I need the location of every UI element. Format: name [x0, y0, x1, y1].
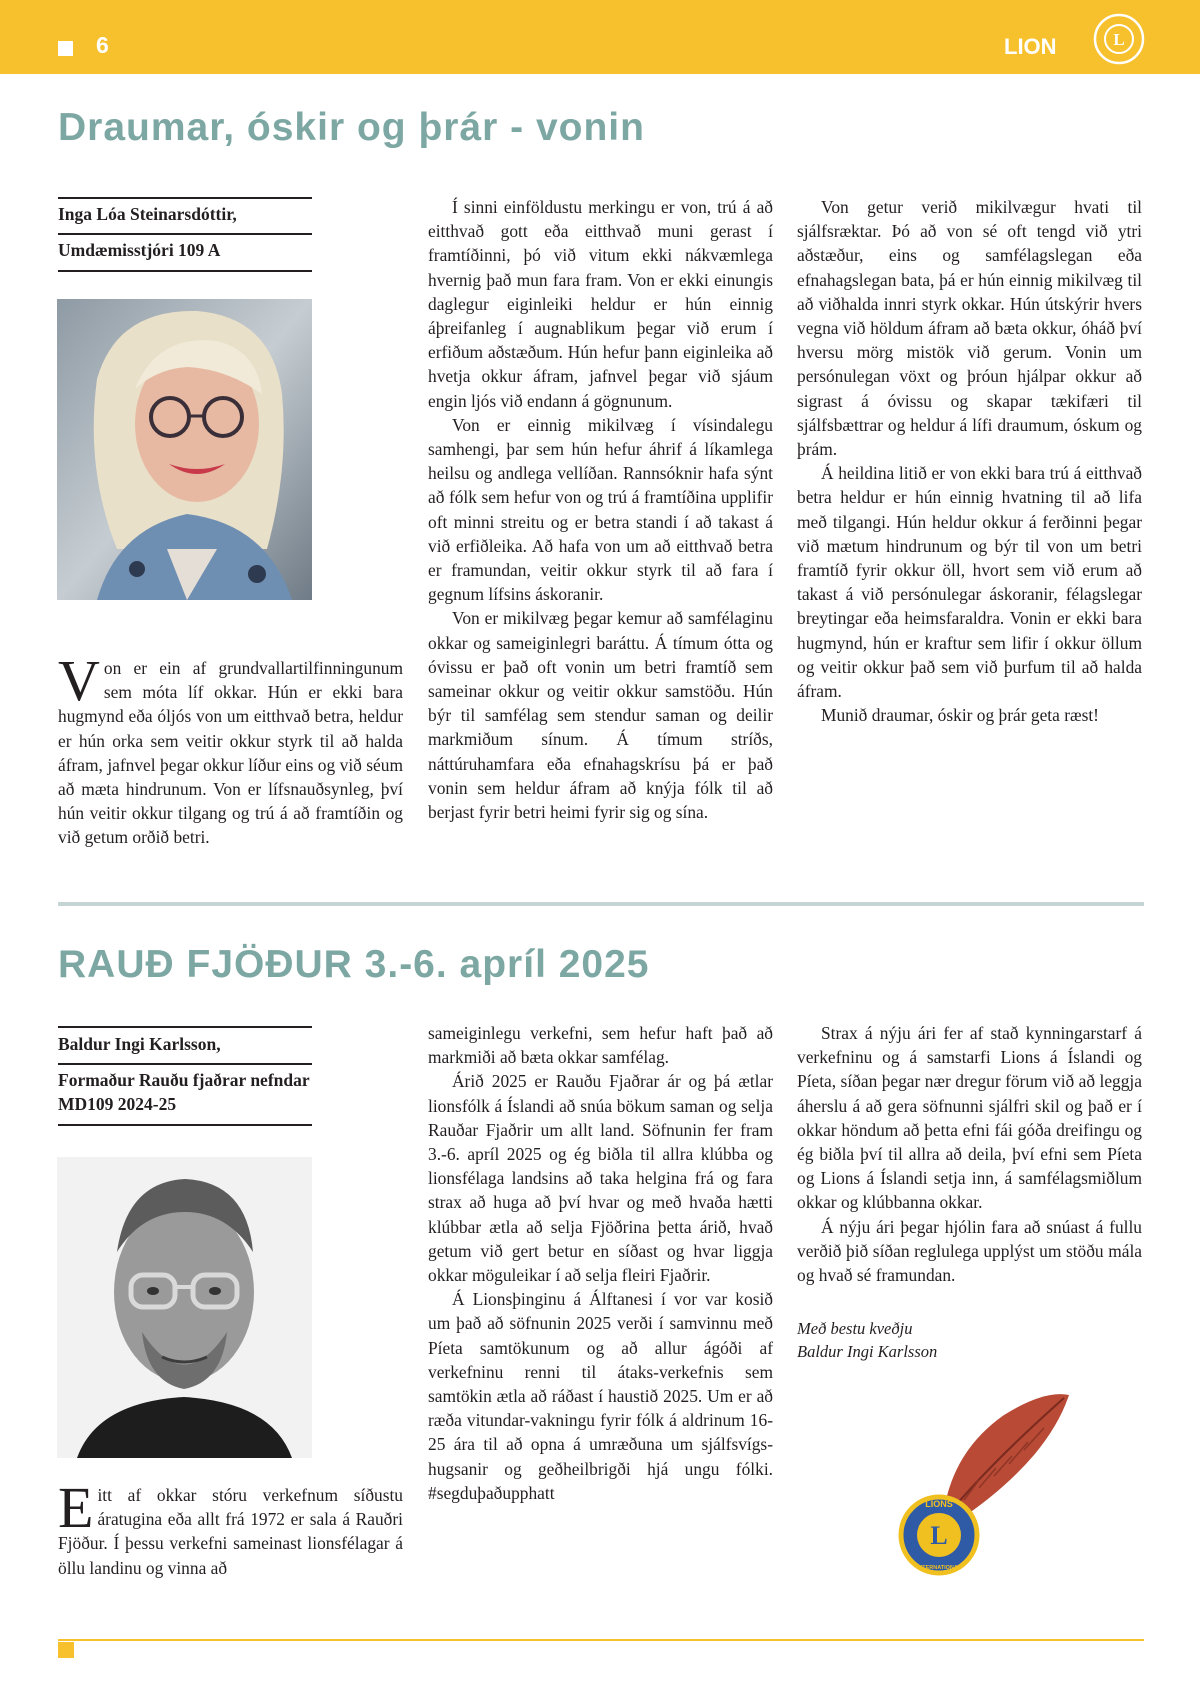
article-1-author-role: Umdæmisstjóri 109 A	[58, 240, 221, 260]
article-1-column-1	[58, 648, 403, 850]
signoff-name: Baldur Ingi Karlsson	[797, 1342, 938, 1362]
paragraph: Í sinni einföldustu merkingu er von, trú á að eitthvað gott eða eitthvað muni gerast í framtíðinni, þó við vitum ekki nákvæmlega hvernig það mun fara fram. Von er ekki einungis daglegur eiginleiki heldur er hún einnig áþreifanleg í augnablikum þegar við erum í erfiðum aðstæðum. Hún hefur þann eiginleika að hvetja okkur áfram, jafnvel þegar við sjáum engin ljós við endann á gögnunum.	[428, 197, 773, 411]
footer-rule	[58, 1639, 1144, 1641]
byline-rule-top	[58, 1026, 312, 1028]
red-feather-lions-pin-icon	[884, 1380, 1074, 1580]
article-1-author-name: Inga Lóa Steinarsdóttir,	[58, 204, 237, 224]
article-2-column-2	[428, 1021, 773, 1505]
page-number: 6	[96, 32, 109, 58]
article-1-lead-paragraph: on er ein af grundvallartilfinningunum sem móta líf okkar. Hún er ekki bara hugmynd eða óljós von um eitthvað betra, heldur er hún orka sem veitir okkur styrk til að halda áfram, jafnvel þegar okkur líður eins og við séum að mæta hindrunum. Von er lífsnauðsynleg, því hún veitir okkur tilgang og trú á að framtíðin og við getum orðið betri.	[58, 658, 403, 848]
paragraph: Von er einnig mikilvæg í vísindalegu samhengi, þar sem hún hefur áhrif á líkamlega heilsu og andlega vellíðan. Rannsóknir hafa sýnt að fólk sem hefur von og trú á framtíðina upplifir oft minni streitu og er betra standi í að takast á við erfiðleika. Að hafa von um að eitthvað betra er framundan, veitir okkur styrk til að fara í gegnum lífsins áskoranir.	[428, 414, 773, 605]
article-2-column-3	[797, 1021, 1142, 1363]
author-portrait-baldur-ingi	[57, 1157, 312, 1458]
article-1-title: Draumar, óskir og þrár - vonin	[58, 106, 645, 149]
badge-text-top: LIONS	[925, 1499, 953, 1509]
svg-text:L: L	[1113, 30, 1125, 49]
article-1-column-3	[797, 195, 1142, 727]
byline-rule-bottom	[58, 1124, 312, 1126]
author-portrait-inga-loa	[57, 299, 312, 600]
article-2-author-role: Formaður Rauðu fjaðrar nefndar MD109 2024-25	[58, 1070, 310, 1114]
signoff-greeting: Með bestu kveðju	[797, 1319, 913, 1339]
badge-letter: L	[930, 1521, 948, 1550]
page-header-bar	[0, 0, 1200, 74]
paragraph: Á heildina litið er von ekki bara trú á eitthvað betra heldur er hún einnig hvatning til að lifa með tilgangi. Hún heldur okkur á ferðinni þegar við mætum hindrunum og býr til von um betri framtíð fyrir okkur öll, hvort sem við erum að takast á við persónulegar áskoranir, félagslegar breytingar eða heimsfaraldra. Vonin er ekki bara hugmynd, hún er kraftur sem lifir í okkur öllum og veitir okkur það sem við þurfum til að halda áfram.	[797, 463, 1142, 702]
byline-rule-top	[58, 197, 312, 199]
paragraph: sameiginlegu verkefni, sem hefur haft það að markmiði að bæta okkar samfélag.	[428, 1023, 773, 1068]
badge-text-bottom: INTERNATIONAL	[916, 1565, 962, 1571]
byline-rule-bottom	[58, 270, 312, 272]
paragraph: Strax á nýju ári fer af stað kynningarstarf á verkefninu og á samstarfi Lions á Íslandi og Píeta, síðan þegar nær dregur förum við að leggja áherslu á að gera söfnunni sjálfri skil og það er í okkar höndum að þetta efni fái góða dreifingu og ég biðla því til allra að deila, því efni sem Píeta og Lions á Íslandi setja inn, á samfélagsmiðlum okkar og klúbbanna okkar.	[797, 1023, 1142, 1213]
article-2-author-name: Baldur Ingi Karlsson,	[58, 1034, 221, 1054]
paragraph: Á Lionsþinginu á Álftanesi í vor var kosið um það að söfnunin 2025 verði í samvinnu með Píeta samtökunum og að allur ágóði af verkefninu renni til átaks-verkefnis sem samtökin ætla að ráðast í haustið 2025. Um er að ræða vitundar-vakningu fyrir fólk á aldrinum 16-25 ára til að opna á umræðuna um sjálfsvígs-hugsanir og geðheilbrigði hjá ungu fólki. #segduþaðupphatt	[428, 1289, 773, 1503]
signoff	[797, 1317, 1142, 1363]
paragraph: Von getur verið mikilvægur hvati til sjálfsræktar. Þó að von sé oft tengd við ytri aðstæður, eins og samfélagslegan eða efnahagslegan bata, þá er hún einnig mikilvæg til að viðhalda innri styrk okkar. Hún útskýrir hvers vegna við höldum áfram að bæta okkur, óháð því hversu mörg mistök við gerum. Vonin um persónulegan vöxt og þróun hjálpar okkur að sigrast á óvissu og skapar tækifæri til sjálfsbættrar og heldur á lífi draumum, óskum og þrám.	[797, 197, 1142, 460]
lions-emblem-icon	[1092, 12, 1146, 66]
header-square-icon	[58, 41, 73, 56]
paragraph: Árið 2025 er Rauðu Fjaðrar ár og þá ætlar lionsfólk á Íslandi að snúa bökum saman og selja Rauðar Fjaðrir um allt land. Söfnunin fer fram 3.-6. apríl 2025 og ég biðla til allra klúbba og lionsfélaga landsins að taka helgina frá og fara strax að huga að því hvar og með hvaða hætti klúbbar ætla að selja Fjöðrina þetta árið, hvað getum við gert betur en síðast og hvar liggja okkar möguleikar í að selja fleiri Fjaðrir.	[428, 1071, 773, 1286]
section-divider	[58, 902, 1144, 906]
article-2-column-1	[58, 1475, 403, 1580]
article-2-title: RAUÐ FJÖÐUR 3.-6. apríl 2025	[58, 943, 650, 986]
magazine-title: LION	[1004, 34, 1057, 59]
article-1-dropcap: V	[58, 648, 100, 713]
byline-rule-middle	[58, 233, 312, 235]
article-1-column-2	[428, 195, 773, 824]
paragraph: Munið draumar, óskir og þrár geta ræst!	[821, 705, 1099, 726]
article-2-lead-paragraph: itt af okkar stóru verkefnum síðustu áratugina eða allt frá 1972 er sala á Rauðri Fjöður. Í þessu verkefni sameinast lionsfélagar á öllu landinu og vinna að	[58, 1485, 403, 1578]
byline-rule-middle	[58, 1063, 312, 1065]
paragraph: Á nýju ári þegar hjólin fara að snúast á fullu verðið þið síðan reglulega upplýst um stöðu mála og hvað sé framundan.	[797, 1216, 1142, 1286]
footer-square-icon	[58, 1642, 74, 1658]
paragraph: Von er mikilvæg þegar kemur að samfélaginu okkar og sameiginlegri baráttu. Á tímum ótta og óvissu er það oft vonin um betri framtíð sem sameinar okkur og veitir okkur samstöðu. Hún býr til samfélag sem stendur saman og deilir markmiðum sínum. Á tímum stríðs, náttúruhamfara eða efnahagskrísu þá er það vonin sem heldur áfram að knýja fólk til að berjast fyrir betri heimi fyrir sig og sína.	[428, 608, 773, 823]
article-2-dropcap: E	[58, 1475, 94, 1540]
